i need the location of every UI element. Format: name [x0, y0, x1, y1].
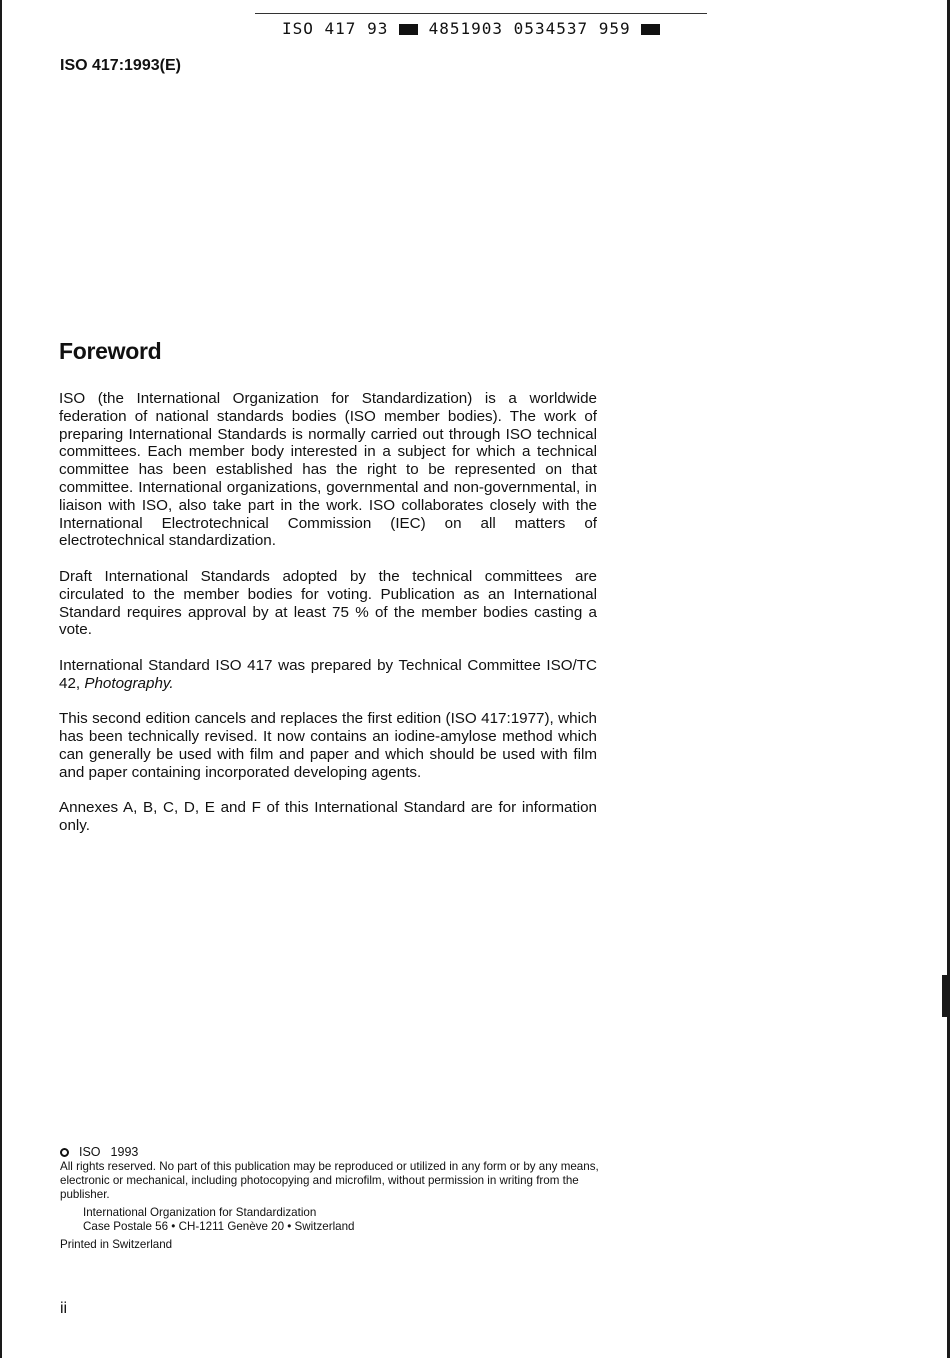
code-suffix: 4851903 0534537 959 — [428, 19, 631, 38]
copyright-org: ISO — [79, 1145, 101, 1159]
organization-address: Case Postale 56 • CH-1211 Genève 20 • Switzerland — [83, 1220, 355, 1233]
committee-title: Photography. — [84, 674, 174, 692]
copyright-year: 1993 — [110, 1145, 139, 1159]
copyright-line — [60, 1145, 600, 1159]
foreword-paragraph: This second edition cancels and replaces the first edition (ISO 417:1977), which has been technically revised. It now contains an iodine-amylose method which can generally be used with film and paper and which should be used with film and paper containing incorporated developing agents. — [59, 710, 597, 781]
scan-edge-left — [0, 0, 2, 1358]
foreword-paragraph: ISO (the International Organization for Standardization) is a worldwide federation of national standards bodies (ISO member bodies). The work of preparing International Standards is normally carried out through ISO technical committees. Each member body interested in a subject for which a technical committee has been established has the right to be represented on that committee. International organizations, governmental and non-governmental, in liaison with ISO, also take part in the work. ISO collaborates closely with the International Electrotechnical Commission (IEC) on all matters of electrotechnical standardization. — [59, 390, 597, 550]
copyright-icon — [60, 1148, 69, 1157]
organization-name: International Organization for Standardization — [83, 1206, 317, 1219]
foreword-paragraph: Draft International Standards adopted by the technical committees are circulated to the member bodies for voting. Publication as an International Standard requires approval by at least 75 % of the member bodies casting a vote. — [59, 567, 597, 639]
code-block-mark — [399, 24, 418, 35]
header-rule — [255, 13, 707, 14]
scan-edge-mark — [942, 975, 950, 1017]
organization-block — [83, 1206, 600, 1234]
foreword-body — [59, 390, 597, 853]
rights-notice: All rights reserved. No part of this publication may be reproduced or utilized in any form or by any means, electronic or mechanical, including photocopying and microfilm, without permission in writing from the publisher. — [60, 1160, 599, 1201]
code-prefix: ISO 417 93 — [282, 19, 389, 38]
document-id: ISO 417:1993(E) — [60, 57, 181, 74]
foreword-paragraph: Annexes A, B, C, D, E and F of this International Standard are for information only. — [59, 799, 597, 835]
printed-in: Printed in Switzerland — [60, 1238, 173, 1251]
page-number: ii — [60, 1300, 68, 1317]
foreword-paragraph-prepared-by — [59, 657, 597, 693]
document-code-line — [282, 19, 660, 38]
copyright-footer — [60, 1145, 600, 1252]
prepared-by-text: International Standard ISO 417 was prepared by Technical Committee ISO/TC 42, — [59, 656, 597, 692]
foreword-title: Foreword — [59, 338, 162, 364]
code-block-mark-end — [641, 24, 660, 35]
